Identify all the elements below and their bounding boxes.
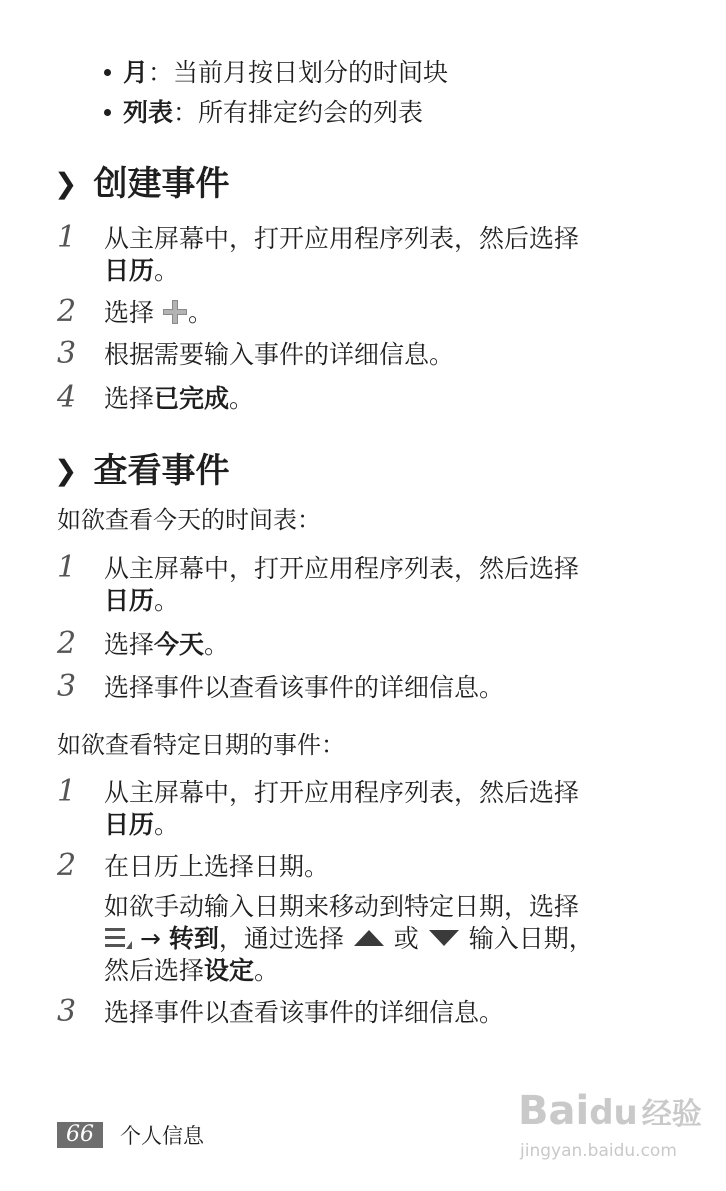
- step-text: 根据需要输入事件的详细信息。: [104, 340, 455, 369]
- step-number: 3: [57, 994, 77, 1029]
- bold-term: 转到: [168, 924, 219, 953]
- section-title: 创建事件: [93, 164, 230, 204]
- step-text: [104, 628, 229, 662]
- bullet-month: [104, 56, 448, 90]
- sub-mid-text: ，通过选择: [218, 924, 344, 953]
- step-number: 1: [57, 774, 77, 809]
- bold-term: 设定: [204, 956, 255, 985]
- step-text-cont: [104, 584, 179, 618]
- sub-end-text: 输入日期，: [468, 924, 594, 953]
- punct: 。: [187, 298, 213, 327]
- bold-term: 日历: [104, 256, 155, 285]
- step-text: 从主屏幕中，打开应用程序列表，然后选择: [104, 778, 580, 807]
- bold-term: 已完成: [154, 384, 230, 413]
- step-label: 选择: [104, 298, 155, 327]
- step-number: 2: [57, 626, 77, 661]
- bullet-term: 列表: [123, 98, 174, 127]
- punct: 。: [154, 810, 180, 839]
- punct: 。: [229, 384, 255, 413]
- bullet-list: [104, 96, 423, 130]
- intro-text: 如欲查看特定日期的事件：: [57, 731, 345, 759]
- step-number: 1: [57, 220, 77, 255]
- sub-text-cont: [104, 954, 279, 988]
- step-number: 4: [57, 380, 77, 415]
- step-text: 在日历上选择日期。: [104, 852, 330, 881]
- arrow-symbol: →: [139, 924, 161, 953]
- punct: 。: [154, 586, 180, 615]
- step-number: 3: [57, 669, 77, 704]
- step-number: 2: [57, 848, 77, 883]
- bullet-dot: [104, 109, 111, 116]
- watermark-brand2: du: [589, 1093, 638, 1133]
- sub-or-text: 或: [393, 924, 419, 953]
- bold-term: 今天: [154, 630, 205, 659]
- plus-icon: [162, 299, 188, 325]
- watermark-brand3: 经验: [641, 1097, 702, 1132]
- punct: 。: [154, 256, 180, 285]
- step-label: 选择: [104, 384, 155, 413]
- watermark-logo: [518, 1088, 702, 1138]
- bullet-dot: [104, 69, 111, 76]
- step-text: [104, 382, 254, 416]
- section-heading-view: [54, 449, 229, 495]
- down-arrow-icon: [427, 928, 461, 948]
- chevron-right-icon: ❯: [54, 454, 78, 487]
- step-text-cont: [104, 808, 179, 842]
- watermark-url: jingyan.baidu.com: [520, 1141, 677, 1161]
- step-number: 3: [57, 336, 77, 371]
- bold-term: 日历: [104, 810, 155, 839]
- step-text: 从主屏幕中，打开应用程序列表，然后选择: [104, 554, 580, 583]
- step-text: 从主屏幕中，打开应用程序列表，然后选择: [104, 224, 580, 253]
- page-number: 66: [57, 1122, 103, 1148]
- section-title: 查看事件: [93, 451, 230, 491]
- step-text: [104, 296, 213, 330]
- watermark-brand: Bai: [518, 1088, 590, 1134]
- step-text-cont: [104, 254, 179, 288]
- step-text: 选择事件以查看该事件的详细信息。: [104, 673, 505, 702]
- bullet-term: 月: [123, 58, 149, 87]
- punct: 。: [254, 956, 280, 985]
- chevron-right-icon: ❯: [54, 167, 78, 200]
- footer-section: 个人信息: [120, 1124, 204, 1148]
- bold-term: 日历: [104, 586, 155, 615]
- bullet-desc: ：所有排定约会的列表: [173, 98, 424, 127]
- step-label: 选择: [104, 630, 155, 659]
- bullet-desc: ：当前月按日划分的时间块: [148, 58, 449, 87]
- step-number: 2: [57, 294, 77, 329]
- intro-text: 如欲查看今天的时间表：: [57, 506, 321, 534]
- step-text: 选择事件以查看该事件的详细信息。: [104, 998, 505, 1027]
- sub-text-cont: [104, 922, 594, 956]
- up-arrow-icon: [352, 928, 386, 948]
- section-heading-create: [54, 162, 229, 208]
- sub-label: 然后选择: [104, 956, 205, 985]
- menu-icon: [104, 925, 132, 951]
- step-number: 1: [57, 550, 77, 585]
- sub-text: 如欲手动输入日期来移动到特定日期，选择: [104, 892, 580, 921]
- punct: 。: [204, 630, 230, 659]
